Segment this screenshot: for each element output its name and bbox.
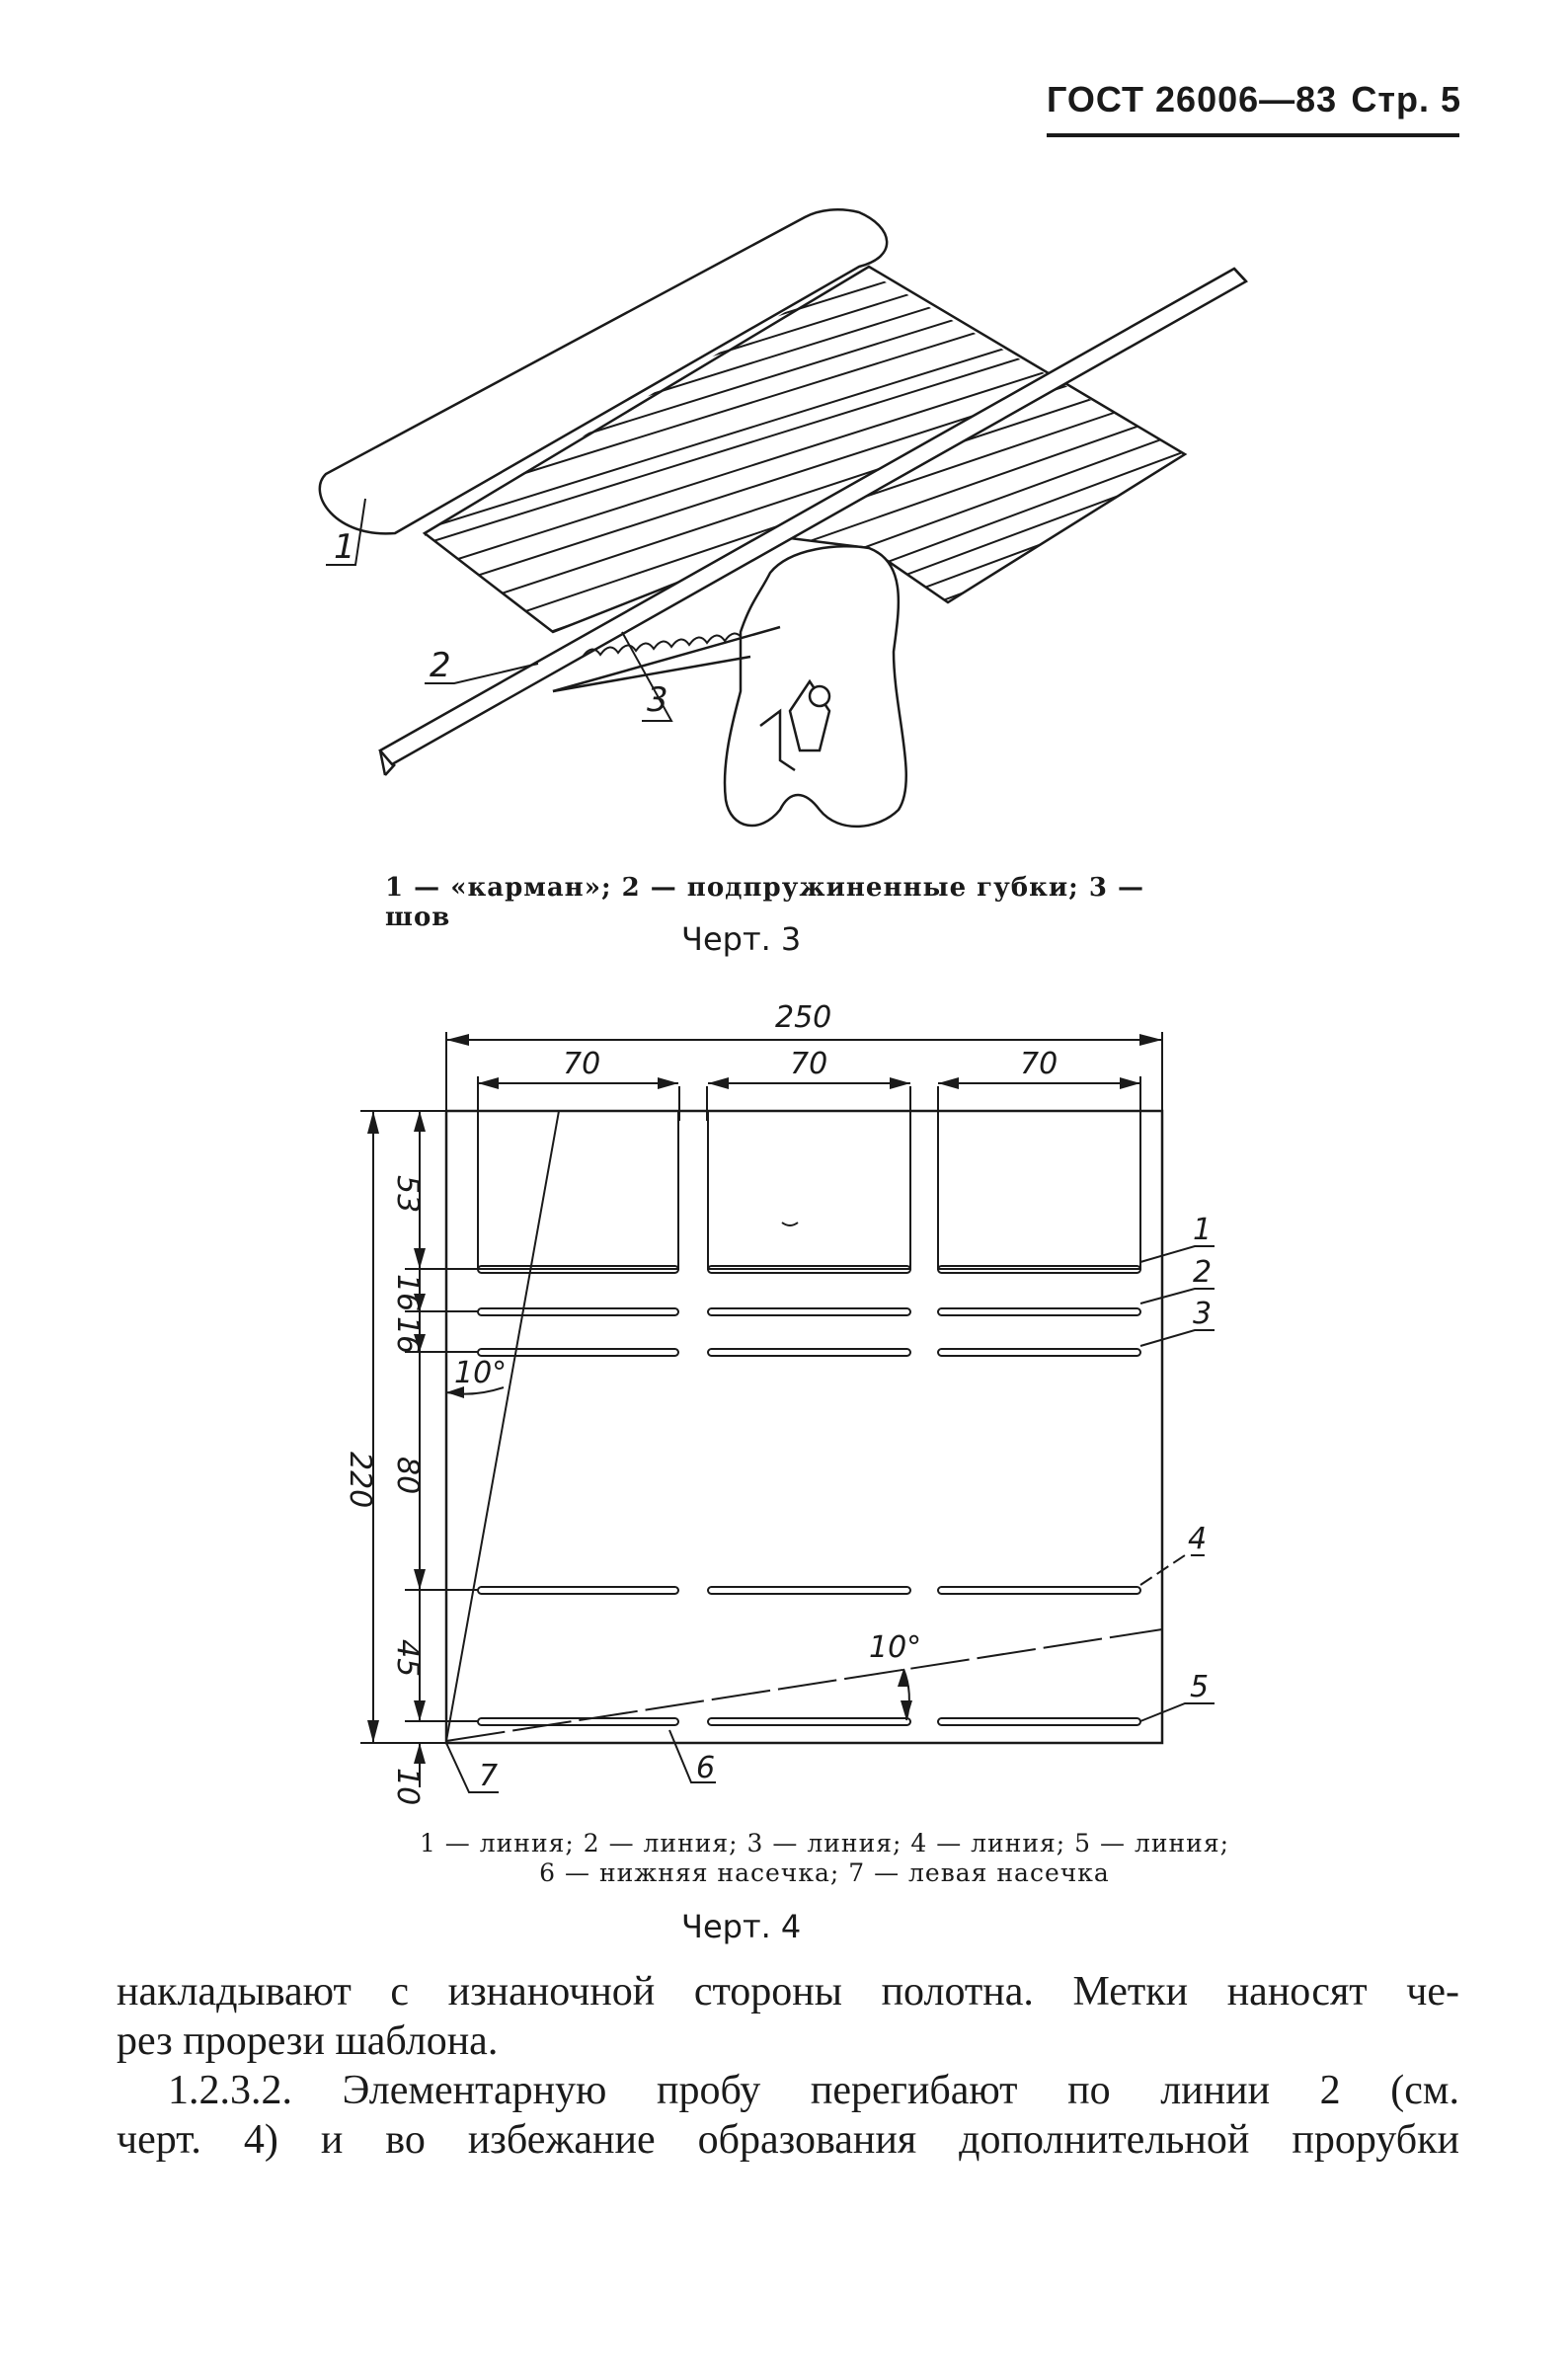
dim-220-label: 220 bbox=[343, 1452, 377, 1509]
page-number: Стр. 5 bbox=[1351, 79, 1461, 119]
dim-70-label-2: 70 bbox=[790, 1047, 828, 1081]
figure-4-caption: Черт. 4 bbox=[681, 1908, 802, 1945]
body-text bbox=[117, 1967, 1459, 2165]
figure-4-legend-line-2: 6 — нижняя насечка; 7 — левая насечка bbox=[539, 1858, 1110, 1887]
figure-3-caption: Черт. 3 bbox=[681, 920, 802, 958]
fig4-callout-6: 6 bbox=[696, 1751, 716, 1785]
figure-3-drawing bbox=[320, 158, 1284, 827]
slot-line-4 bbox=[478, 1587, 1140, 1594]
fig3-callout-1: 1 bbox=[334, 527, 355, 567]
fig4-callout-7: 7 bbox=[479, 1759, 499, 1793]
figure-4-legend-line-1: 1 — линия; 2 — линия; 3 — линия; 4 — линия; 5 — линия; bbox=[419, 1829, 1230, 1857]
standard-number: ГОСТ 26006—83 bbox=[1047, 79, 1338, 119]
window-1 bbox=[478, 1111, 678, 1269]
dim-53-label: 53 bbox=[390, 1175, 425, 1214]
fig4-callout-4: 4 bbox=[1188, 1522, 1208, 1556]
angle-left-label: 10° bbox=[454, 1356, 508, 1390]
paragraph-1-line-1: накладывают с изнаночной стороны полотна. Метки наносят че- bbox=[117, 1969, 1459, 2014]
dim-80-label: 80 bbox=[390, 1457, 425, 1495]
fig4-callout-5: 5 bbox=[1190, 1670, 1210, 1704]
angle-bottom-label: 10° bbox=[869, 1630, 922, 1665]
dim-16a-label: 16 bbox=[390, 1274, 425, 1312]
paragraph-1-line-2: рез прорези шаблона. bbox=[117, 2018, 499, 2064]
dim-250-label: 250 bbox=[775, 1000, 832, 1035]
dim-45-label: 45 bbox=[390, 1639, 425, 1678]
figure-4-legend bbox=[355, 1829, 1294, 1888]
fig3-callout-3: 3 bbox=[647, 680, 668, 720]
left-notch-line bbox=[446, 1111, 559, 1741]
fig4-callout-2: 2 bbox=[1193, 1255, 1213, 1290]
dim-16b-label: 16 bbox=[390, 1316, 425, 1355]
dim-10-label: 10 bbox=[390, 1768, 425, 1806]
callout-4-leader-f4 bbox=[1140, 1555, 1207, 1585]
paragraph-2-line-2: черт. 4) и во избежание образования дополнительной прорубки bbox=[117, 2117, 1459, 2163]
dim-70-label-3: 70 bbox=[1020, 1047, 1058, 1081]
window-2 bbox=[708, 1111, 910, 1269]
fig4-callout-1: 1 bbox=[1193, 1213, 1213, 1247]
figure-4-drawing bbox=[360, 1032, 1215, 1792]
fig4-callout-3: 3 bbox=[1193, 1297, 1213, 1331]
paragraph-2-line-1: 1.2.3.2. Элементарную пробу перегибают по линии 2 (см. bbox=[168, 2068, 1459, 2113]
window-3 bbox=[938, 1111, 1140, 1269]
callout-5-leader-f4 bbox=[1140, 1703, 1215, 1721]
slot-line-3 bbox=[478, 1349, 1140, 1356]
figure-3-legend: 1 — «карман»; 2 — подпружиненные губки; 3 — шов bbox=[385, 873, 1144, 932]
fig3-callout-2: 2 bbox=[430, 646, 451, 685]
dim-70-label-1: 70 bbox=[563, 1047, 601, 1081]
slot-line-2 bbox=[478, 1308, 1140, 1315]
template-outline bbox=[446, 1111, 1162, 1743]
slot-line-5 bbox=[478, 1718, 1140, 1725]
callout-3-leader-f4 bbox=[1140, 1330, 1215, 1346]
